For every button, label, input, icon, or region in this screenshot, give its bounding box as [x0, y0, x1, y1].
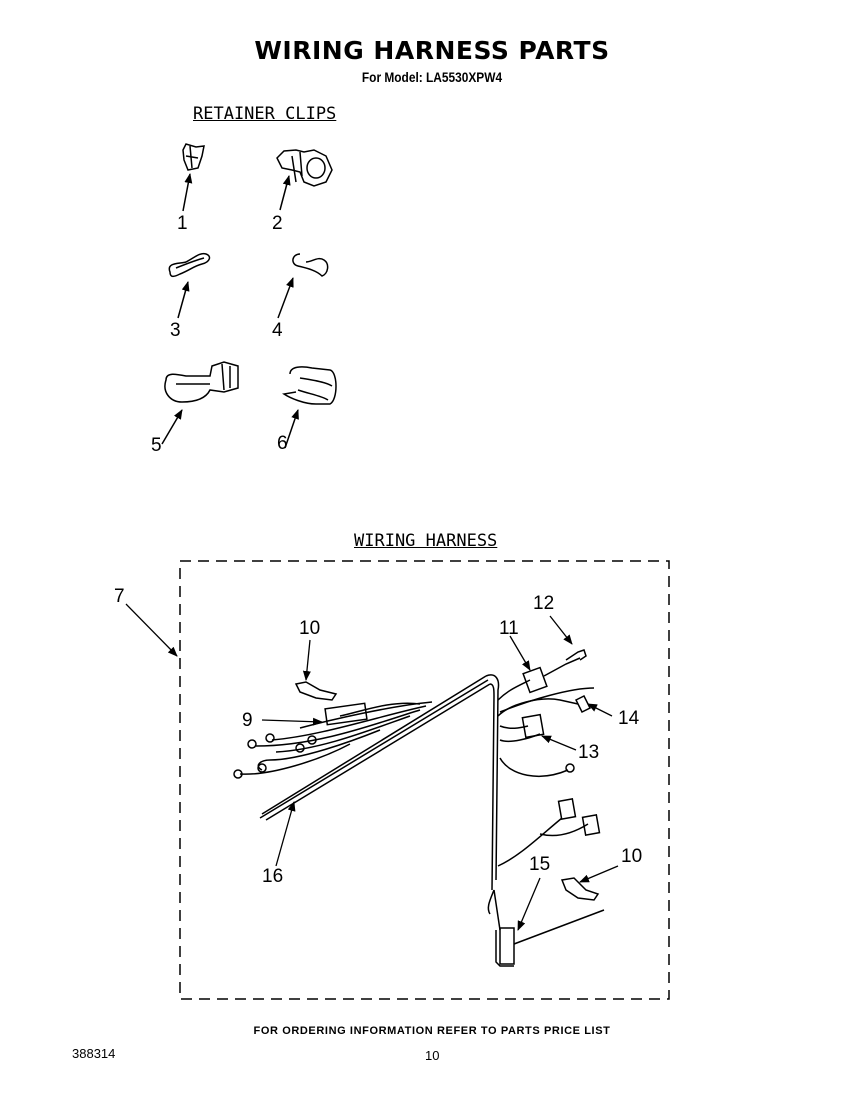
callout-1: 1: [177, 213, 188, 234]
wiring-harness-heading: WIRING HARNESS: [354, 531, 498, 551]
callout-3: 3: [170, 320, 181, 341]
callout-13: 13: [578, 742, 600, 763]
callout-10-lower: 10: [621, 846, 643, 867]
retainer-clips-heading: RETAINER CLIPS: [193, 104, 337, 124]
callout-leaders: [126, 604, 618, 930]
clip-6-drawing: [284, 367, 336, 448]
callout-14: 14: [618, 708, 640, 729]
callout-2: 2: [272, 213, 283, 234]
clip-4-drawing: [278, 254, 328, 318]
model-line: For Model: LA5530XPW4: [361, 69, 503, 85]
callout-15: 15: [529, 854, 551, 875]
callout-4: 4: [272, 320, 283, 341]
callout-7: 7: [114, 586, 125, 607]
callout-10-upper: 10: [299, 618, 321, 639]
clip-3-drawing: [169, 254, 209, 318]
page-title: WIRING HARNESS PARTS: [254, 36, 610, 65]
wiring-harness-drawing: [234, 650, 604, 966]
document-number: 388314: [72, 1046, 116, 1061]
page-number: 10: [425, 1048, 440, 1063]
clip-5-drawing: [162, 362, 238, 444]
clip-1-drawing: [183, 144, 204, 211]
callout-12: 12: [533, 593, 555, 614]
callout-11: 11: [499, 618, 519, 639]
harness-frame: [180, 561, 669, 999]
callout-16: 16: [262, 866, 284, 887]
callout-9: 9: [242, 710, 253, 731]
callout-6: 6: [277, 433, 288, 454]
clip-2-drawing: [277, 150, 332, 210]
callout-5: 5: [151, 435, 162, 456]
ordering-note: FOR ORDERING INFORMATION REFER TO PARTS PRICE LIST: [253, 1025, 611, 1037]
